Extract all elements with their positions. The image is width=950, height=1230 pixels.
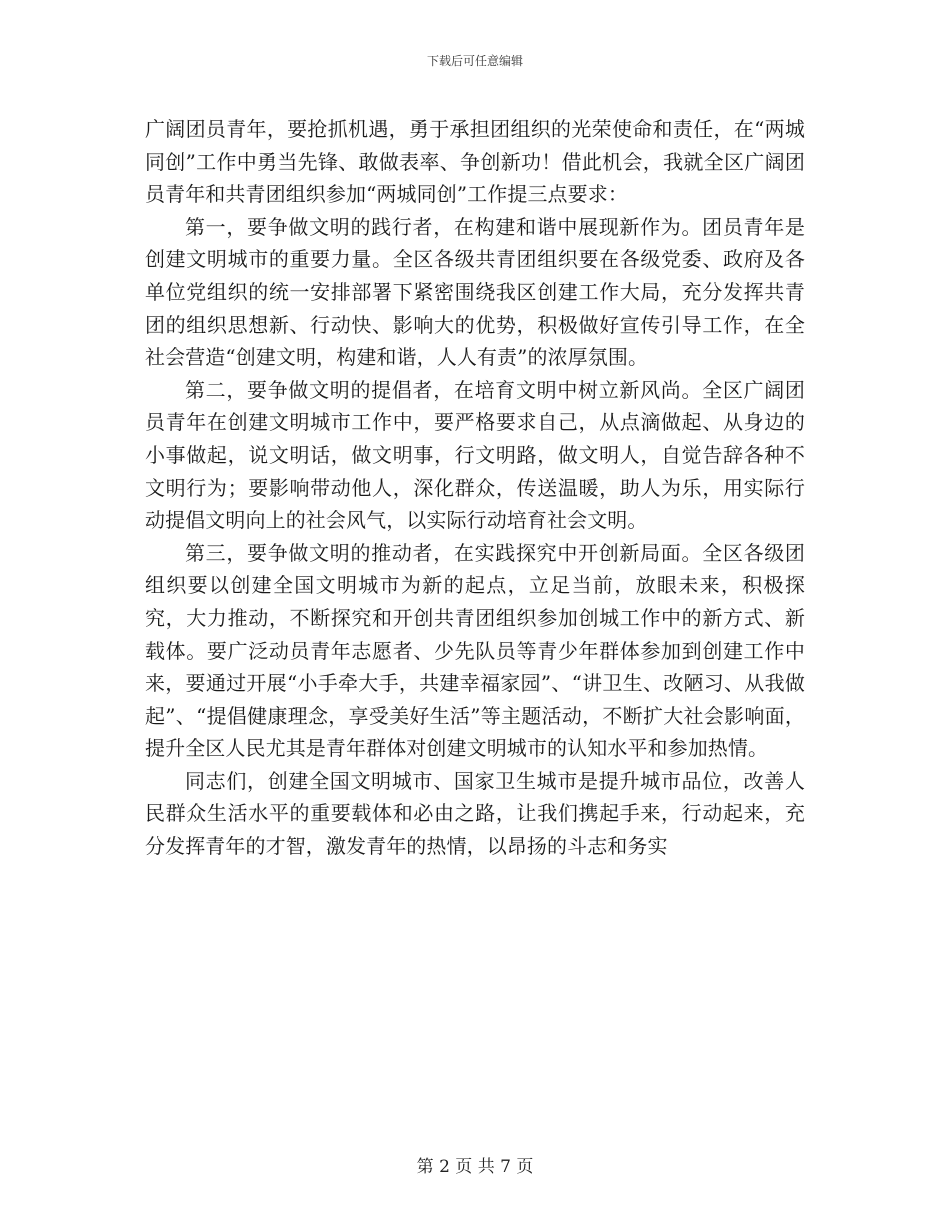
paragraph-requirement-2: 第二，要争做文明的提倡者，在培育文明中树立新风尚。全区广阔团员青年在创建文明城市工作中，要严格要求自己，从点滴做起、从身边的小事做起，说文明话，做文明事，行文明路，做文明人，自觉告辞各种不文明行为；要影响带动他人，深化群众，传送温暖，助人为乐，用实际行动提倡文明向上的社会风气，以实际行动培育社会文明。 — [145, 377, 805, 533]
paragraph-requirement-1: 第一，要争做文明的践行者，在构建和谐中展现新作为。团员青年是创建文明城市的重要力量。全区各级共青团组织要在各级党委、政府及各单位党组织的统一安排部署下紧密围绕我区创建工作大局，充分发挥共青团的组织思想新、行动快、影响大的优势，积极做好宣传引导工作，在全社会营造“创建文明，构建和谐，人人有责”的浓厚氛围。 — [145, 214, 805, 370]
page-number-footer: 第 2 页 共 7 页 — [416, 1157, 534, 1177]
document-body — [145, 113, 805, 863]
page-header: 下载后可任意编辑 — [426, 54, 523, 68]
paragraph-requirement-3: 第三，要争做文明的推动者，在实践探究中开创新局面。全区各级团组织要以创建全国文明城市为新的起点，立足当前，放眼未来，积极探究，大力推动，不断探究和开创共青团组织参加创城工作中的新方式、新载体。要广泛动员青年志愿者、少先队员等青少年群体参加到创建工作中来，要通过开展“小手牵大手，共建幸福家园”、“讲卫生、改陋习、从我做起”、“提倡健康理念，享受美好生活”等主题活动，不断扩大社会影响面，提升全区人民尤其是青年群体对创建文明城市的认知水平和参加热情。 — [145, 540, 805, 761]
paragraph-closing: 同志们，创建全国文明城市、国家卫生城市是提升城市品位，改善人民群众生活水平的重要载体和必由之路，让我们携起手来，行动起来，充分发挥青年的才智，激发青年的热情，以昂扬的斗志和务实 — [145, 768, 805, 859]
paragraph-continued: 广阔团员青年，要抢抓机遇，勇于承担团组织的光荣使命和责任，在“两城同创”工作中勇当先锋、敢做表率、争创新功！借此机会，我就全区广阔团员青年和共青团组织参加“两城同创”工作提三点要求： — [145, 117, 805, 207]
